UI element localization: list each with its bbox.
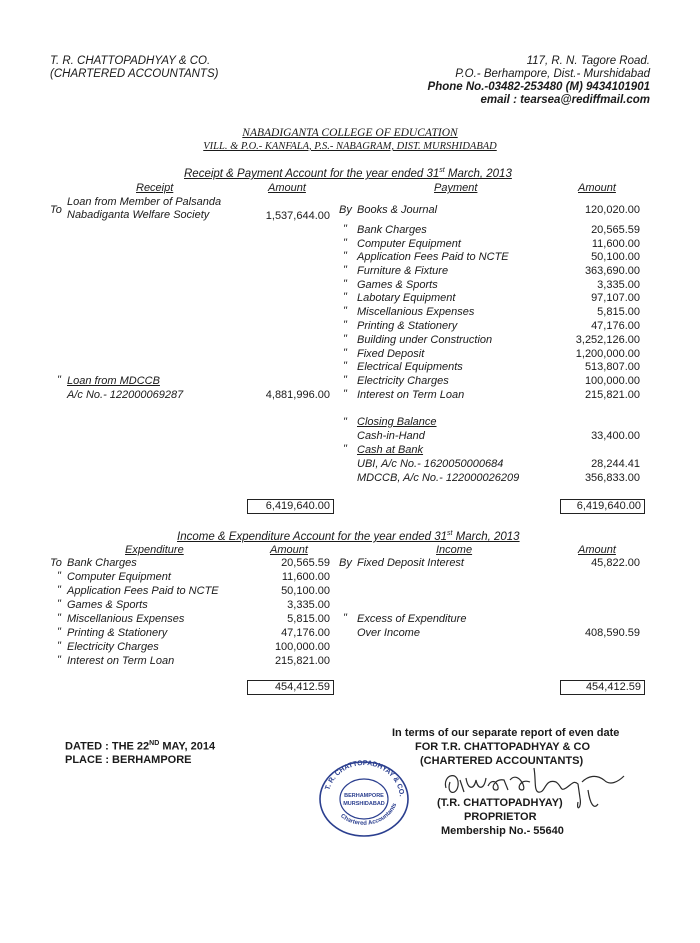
rp-ditto: " <box>343 291 347 303</box>
rp-cash-at-bank: Cash at Bank <box>357 444 424 456</box>
rp-payment-label: Miscellanious Expenses <box>357 306 475 318</box>
ie-expense-label: Interest on Term Loan <box>67 655 175 667</box>
ie-by: By <box>339 557 352 569</box>
rp-cash-in-hand: Cash-in-Hand <box>357 430 425 442</box>
ie-ditto: " <box>57 640 61 652</box>
ie-expense-amount: 47,176.00 <box>281 627 330 639</box>
place: PLACE : BERHAMPORE <box>65 754 192 766</box>
rp-ditto: " <box>343 305 347 317</box>
rp-cash-in-hand-amount: 33,400.00 <box>591 430 640 442</box>
signatory-ca: (CHARTERED ACCOUNTANTS) <box>420 755 584 767</box>
ie-total-income: 454,412.59 <box>560 680 645 695</box>
rp-payment-amount: 11,600.00 <box>591 238 640 250</box>
rp-receipt-2-amount: 4,881,996.00 <box>265 389 330 401</box>
membership-number: Membership No.- 55640 <box>441 825 564 837</box>
rp-payment-label: Interest on Term Loan <box>357 389 465 401</box>
rp-payment-label: Building under Construction <box>357 334 493 346</box>
rp-payment-amount: 120,020.00 <box>584 204 640 216</box>
rp-ubi-account: UBI, A/c No.- 1620050000684 <box>357 458 504 470</box>
rp-receipt-1-amount: 1,537,644.00 <box>265 210 330 222</box>
rp-payment-amount: 363,690.00 <box>584 265 640 277</box>
ie-excess-amount: 408,590.59 <box>584 627 640 639</box>
ie-expense-amount: 20,565.59 <box>281 557 330 569</box>
rp-receipt-1-line2: Nabadiganta Welfare Society <box>67 209 210 221</box>
ie-expense-label: Printing & Stationery <box>67 627 168 639</box>
firm-email: email : tearsea@rediffmail.com <box>480 94 650 106</box>
rp-payment-amount: 3,335.00 <box>597 279 640 291</box>
firm-address-1: 117, R. N. Tagore Road. <box>526 55 650 67</box>
ie-header-expenditure: Expenditure <box>125 544 184 556</box>
report-terms: In terms of our separate report of even date <box>392 727 620 739</box>
rp-payment-amount: 5,815.00 <box>597 306 640 318</box>
ie-ditto: " <box>57 612 61 624</box>
college-name: NABADIGANTA COLLEGE OF EDUCATION <box>242 127 458 139</box>
ie-total-expenditure: 454,412.59 <box>247 680 334 695</box>
svg-text:T. R. CHATTOPADHYAY & CO.: T. R. CHATTOPADHYAY & CO. <box>324 759 405 797</box>
firm-address-2: P.O.- Berhampore, Dist.- Murshidabad <box>455 68 650 80</box>
signatory-name: (T.R. CHATTOPADHYAY) <box>437 797 563 809</box>
rp-payment-label: Electrical Equipments <box>357 361 463 373</box>
ie-title: Income & Expenditure Account for the year ended 31st March, 2013 <box>177 530 520 543</box>
rp-total-receipts: 6,419,640.00 <box>247 499 334 514</box>
rp-payment-amount: 100,000.00 <box>584 375 640 387</box>
rp-payment-label: Printing & Stationery <box>357 320 458 332</box>
rp-payment-label: Labotary Equipment <box>357 292 456 304</box>
firm-phone: Phone No.-03482-253480 (M) 9434101901 <box>427 81 650 93</box>
ie-expense-label: Application Fees Paid to NCTE <box>67 585 219 597</box>
ie-to: To <box>50 557 62 569</box>
rp-payment-amount: 97,107.00 <box>591 292 640 304</box>
ie-income-fd-interest: Fixed Deposit Interest <box>357 557 464 569</box>
rp-by: By <box>339 204 352 216</box>
ie-expense-amount: 50,100.00 <box>281 585 330 597</box>
rp-ditto: " <box>343 388 347 400</box>
ie-ditto: " <box>343 612 347 624</box>
rp-ditto: " <box>343 278 347 290</box>
signatory-role: PROPRIETOR <box>464 811 537 823</box>
rp-payment-label: Fixed Deposit <box>357 348 425 360</box>
ie-expense-label: Bank Charges <box>67 557 137 569</box>
rp-payment-amount: 1,200,000.00 <box>575 348 640 360</box>
rp-closing-balance: Closing Balance <box>357 416 437 428</box>
college-address: VILL. & P.O.- KANFALA, P.S.- NABAGRAM, DIST. MURSHIDABAD <box>203 141 497 152</box>
svg-text:BERHAMPORE: BERHAMPORE <box>344 793 384 799</box>
rp-payment-amount: 20,565.59 <box>591 224 640 236</box>
ie-expense-amount: 5,815.00 <box>287 613 330 625</box>
rp-payment-label: Bank Charges <box>357 224 427 236</box>
firm-seal <box>318 757 410 837</box>
rp-title: Receipt & Payment Account for the year ended 31st March, 2013 <box>184 167 512 180</box>
rp-header-amount-2: Amount <box>578 182 616 194</box>
rp-ditto: " <box>343 374 347 386</box>
ie-header-income: Income <box>436 544 473 556</box>
rp-to: To <box>50 204 62 216</box>
rp-ditto: " <box>343 347 347 359</box>
rp-header-payment: Payment <box>434 182 478 194</box>
ie-expense-label: Electricity Charges <box>67 641 159 653</box>
rp-ditto: " <box>343 333 347 345</box>
ie-ditto: " <box>57 654 61 666</box>
rp-total-payments: 6,419,640.00 <box>560 499 645 514</box>
rp-header-amount: Amount <box>268 182 306 194</box>
dated: DATED : THE 22ND MAY, 2014 <box>65 740 216 753</box>
rp-payment-amount: 3,252,126.00 <box>575 334 640 346</box>
rp-payment-label: Games & Sports <box>357 279 438 291</box>
svg-text:Chartered Accountants: Chartered Accountants <box>339 802 399 827</box>
rp-mdccb-account: MDCCB, A/c No.- 122000026209 <box>357 472 520 484</box>
rp-ditto: " <box>343 237 347 249</box>
firm-name: T. R. CHATTOPADHYAY & CO. <box>50 55 211 67</box>
rp-payment-amount: 215,821.00 <box>584 389 640 401</box>
ie-ditto: " <box>57 570 61 582</box>
rp-ditto: " <box>343 360 347 372</box>
signature <box>438 760 628 815</box>
rp-ditto: " <box>343 223 347 235</box>
rp-payment-label: Computer Equipment <box>357 238 461 250</box>
rp-ditto: " <box>343 319 347 331</box>
ie-ditto: " <box>57 626 61 638</box>
firm-subtitle: (CHARTERED ACCOUNTANTS) <box>50 68 219 80</box>
ie-expense-label: Miscellanious Expenses <box>67 613 185 625</box>
rp-receipt-2-line2: A/c No.- 122000069287 <box>67 389 184 401</box>
rp-ubi-amount: 28,244.41 <box>591 458 640 470</box>
rp-receipt-2-line1: Loan from MDCCB <box>67 375 160 387</box>
rp-ditto: " <box>343 443 347 455</box>
ie-income-fd-amount: 45,822.00 <box>591 557 640 569</box>
signatory-firm: FOR T.R. CHATTOPADHYAY & CO <box>415 741 591 753</box>
rp-ditto: " <box>343 250 347 262</box>
rp-payment-label: Electricity Charges <box>357 375 449 387</box>
rp-ditto: " <box>343 416 347 428</box>
rp-ditto: " <box>343 264 347 276</box>
rp-payment-label: Application Fees Paid to NCTE <box>357 251 509 263</box>
ie-ditto: " <box>57 598 61 610</box>
ie-header-amount: Amount <box>270 544 308 556</box>
ie-expense-amount: 215,821.00 <box>274 655 330 667</box>
ie-excess-line2: Over Income <box>357 627 420 639</box>
rp-payment-amount: 513,807.00 <box>584 361 640 373</box>
svg-text:MURSHIDABAD: MURSHIDABAD <box>343 801 385 807</box>
ie-header-amount-2: Amount <box>578 544 616 556</box>
rp-receipt-2-ditto: " <box>57 374 61 386</box>
ie-excess-line1: Excess of Expenditure <box>357 613 467 625</box>
rp-payment-label: Books & Journal <box>357 204 438 216</box>
ie-expense-label: Computer Equipment <box>67 571 171 583</box>
ie-ditto: " <box>57 584 61 596</box>
ie-expense-amount: 11,600.00 <box>281 571 330 583</box>
rp-receipt-1-line1: Loan from Member of Palsanda <box>67 196 222 208</box>
rp-payment-label: Furniture & Fixture <box>357 265 449 277</box>
ie-expense-amount: 100,000.00 <box>274 641 330 653</box>
rp-payment-amount: 47,176.00 <box>591 320 640 332</box>
rp-payment-amount: 50,100.00 <box>591 251 640 263</box>
ie-expense-label: Games & Sports <box>67 599 148 611</box>
rp-mdccb-amount: 356,833.00 <box>584 472 640 484</box>
ie-expense-amount: 3,335.00 <box>287 599 330 611</box>
rp-header-receipt: Receipt <box>136 182 174 194</box>
